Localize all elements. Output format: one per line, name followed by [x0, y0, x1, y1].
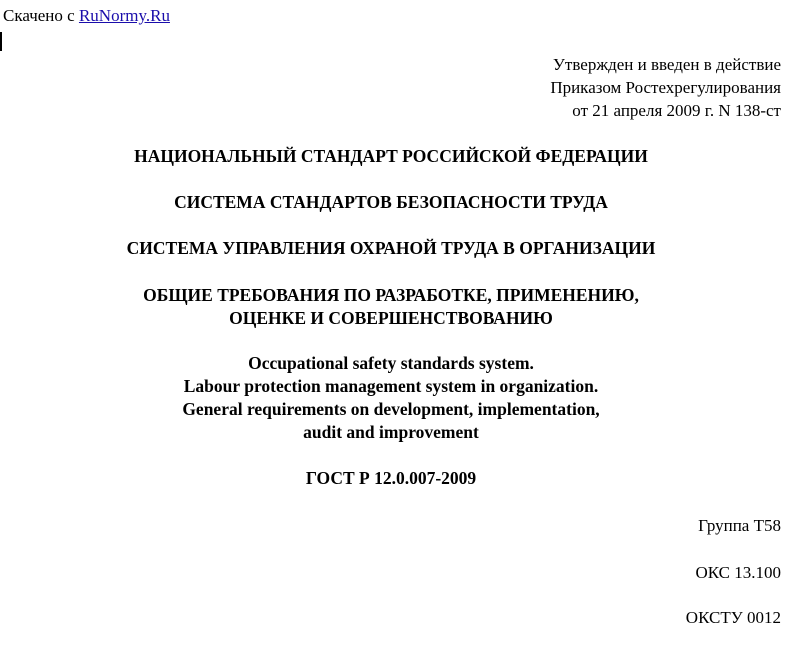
gost-number: ГОСТ Р 12.0.007-2009 — [305, 468, 477, 488]
requirements-title — [0, 284, 782, 330]
runormy-link[interactable]: RuNormy.Ru — [78, 6, 170, 25]
classification-oks: ОКС 13.100 — [695, 563, 781, 582]
english-title-line-3: General requirements on development, implementation, — [182, 399, 600, 419]
system-standards-title: СИСТЕМА СТАНДАРТОВ БЕЗОПАСНОСТИ ТРУДА — [174, 192, 608, 212]
classification-group: Группа Т58 — [698, 516, 781, 535]
management-system-title: СИСТЕМА УПРАВЛЕНИЯ ОХРАНОЙ ТРУДА В ОРГАНИЗАЦИИ — [126, 238, 656, 258]
approval-line-1: Утвержден и введен в действие — [552, 55, 781, 74]
text-cursor — [0, 32, 2, 51]
english-title-line-2: Labour protection management system in organization. — [183, 376, 599, 396]
download-source-line — [3, 6, 170, 26]
english-title — [0, 352, 782, 444]
requirements-title-line-2: ОЦЕНКЕ И СОВЕРШЕНСТВОВАНИЮ — [229, 308, 553, 328]
english-title-line-4: audit and improvement — [303, 422, 479, 442]
download-prefix: Скачено с — [3, 6, 75, 25]
requirements-title-line-1: ОБЩИЕ ТРЕБОВАНИЯ ПО РАЗРАБОТКЕ, ПРИМЕНЕНИЮ, — [143, 285, 639, 305]
classification-okstu: ОКСТУ 0012 — [685, 608, 781, 627]
approval-line-2: Приказом Ростехрегулирования — [550, 78, 781, 97]
approval-block — [550, 53, 781, 122]
approval-line-3: от 21 апреля 2009 г. N 138-ст — [572, 101, 781, 120]
english-title-line-1: Occupational safety standards system. — [248, 353, 534, 373]
national-standard-title: НАЦИОНАЛЬНЫЙ СТАНДАРТ РОССИЙСКОЙ ФЕДЕРАЦИИ — [134, 146, 648, 166]
